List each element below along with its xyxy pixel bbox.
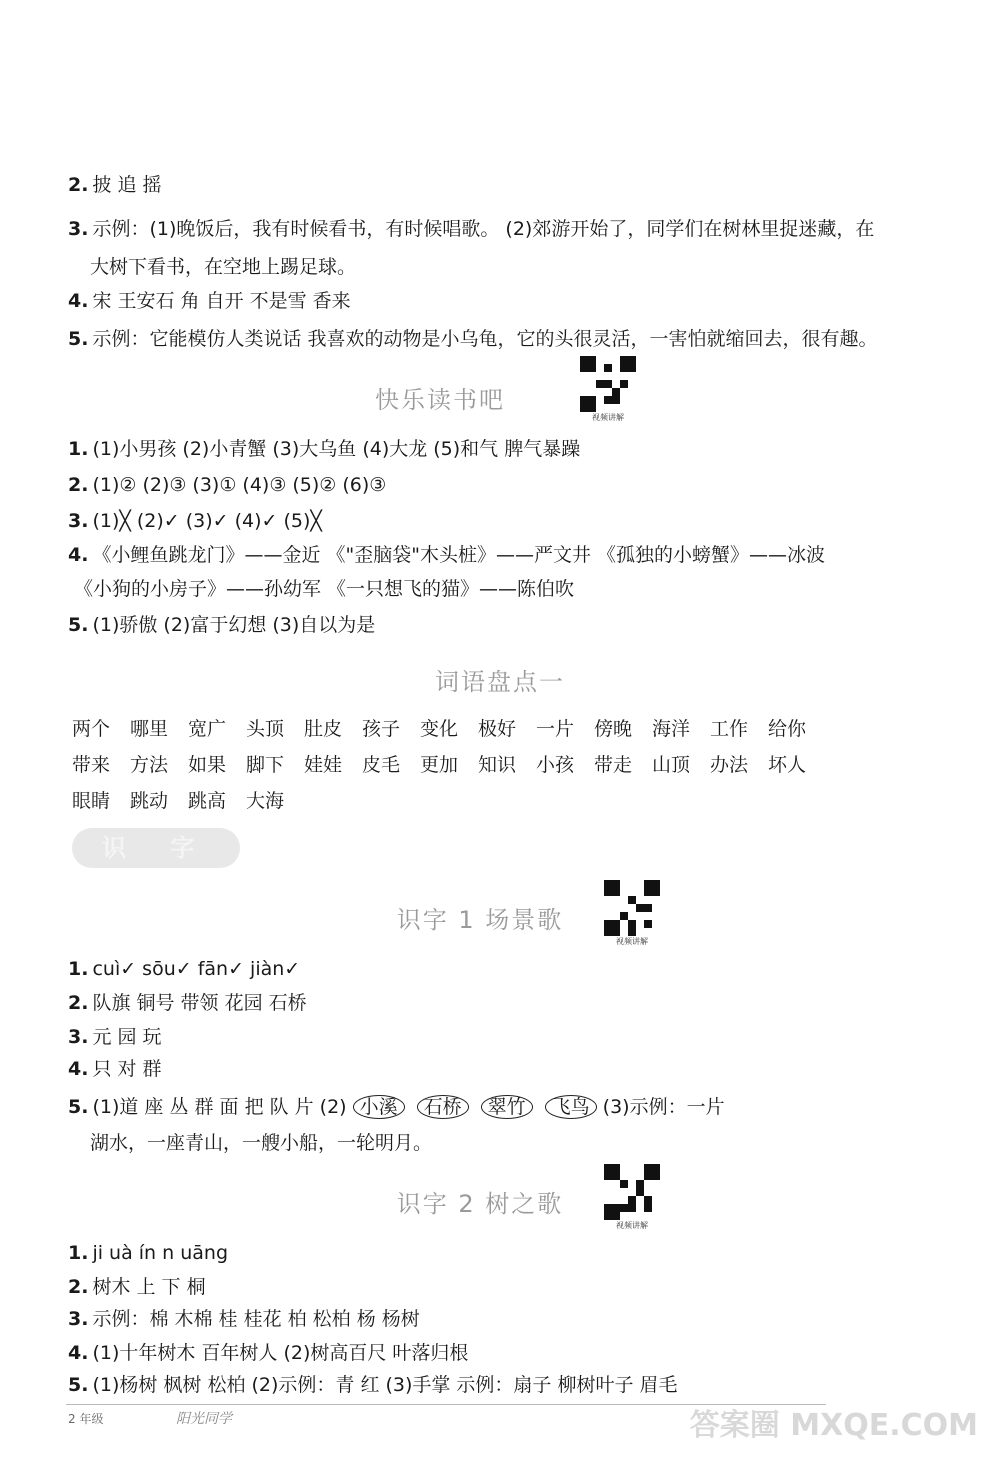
qr-code[interactable] — [580, 356, 636, 423]
watermark: 答案圈 MXQE.COM — [689, 1408, 978, 1443]
answer-text: 《小鲤鱼跳龙门》——金近 《"歪脑袋"木头桩》——严文井 《孤独的小螃蟹》——冰波 — [92, 544, 826, 566]
question-number: 1. — [68, 958, 89, 980]
question-number: 4. — [68, 290, 89, 312]
question-number: 3. — [68, 1026, 89, 1048]
section-title: 识字 1 场景歌 — [396, 906, 564, 934]
answer-line — [68, 472, 386, 498]
question-number: 3. — [68, 1308, 89, 1330]
answer-line — [68, 1372, 678, 1398]
vocab-word: 宽广 — [188, 718, 227, 740]
answer-text: ji uà ín n uāng — [92, 1242, 229, 1264]
answer-text: 示例：(1)晚饭后，我有时候看书，有时候唱歌。 (2)郊游开始了，同学们在树林里捉迷藏，在 — [92, 218, 875, 240]
question-number: 4. — [68, 1058, 89, 1080]
answer-text: 宋 王安石 角 自开 不是雪 香来 — [92, 290, 351, 312]
question-number: 3. — [68, 510, 89, 532]
answer-continuation: 湖水，一座青山，一艘小船，一轮明月。 — [90, 1132, 433, 1154]
question-number: 4. — [68, 544, 89, 566]
answer-text: (1)╳ (2)✓ (3)✓ (4)✓ (5)╳ — [92, 510, 322, 532]
answer-line — [68, 288, 351, 314]
question-number: 1. — [68, 438, 89, 460]
circled-word: 翠竹 — [481, 1095, 533, 1119]
answer-continuation: 《小狗的小房子》——孙幼军 《一只想飞的猫》——陈伯吹 — [74, 578, 575, 600]
word-row — [72, 716, 826, 742]
vocab-word: 头顶 — [246, 718, 285, 740]
answer-text: 树木 上 下 桐 — [92, 1276, 206, 1298]
vocab-word: 脚下 — [246, 754, 285, 776]
answer-line — [68, 990, 307, 1016]
answer-text: 元 园 玩 — [92, 1026, 162, 1048]
answer-line — [68, 1024, 162, 1050]
vocab-word: 如果 — [188, 754, 227, 776]
answer-line — [68, 216, 874, 242]
word-row — [72, 788, 304, 814]
vocab-word: 跳高 — [188, 790, 227, 812]
answer-line — [68, 172, 162, 198]
qr-code[interactable] — [604, 1164, 660, 1231]
vocab-word: 傍晚 — [594, 718, 633, 740]
vocab-word: 眼睛 — [72, 790, 111, 812]
vocab-word: 给你 — [768, 718, 807, 740]
vocab-word: 一片 — [536, 718, 575, 740]
answer-text: 披 追 摇 — [92, 174, 162, 196]
answer-text: (1)② (2)③ (3)① (4)③ (5)② (6)③ — [92, 474, 387, 496]
answer-line — [68, 508, 322, 534]
question-number: 1. — [68, 1242, 89, 1264]
question-number: 5. — [68, 1096, 89, 1118]
qr-code-icon — [604, 1164, 660, 1220]
vocab-word: 海洋 — [652, 718, 691, 740]
answer-line — [68, 1340, 468, 1366]
qr-code[interactable] — [604, 880, 660, 947]
answer-text: (1)道 座 丛 群 面 把 队 片 (2) — [92, 1096, 347, 1118]
vocab-word: 大海 — [246, 790, 285, 812]
answer-text: cuì✓ sōu✓ fān✓ jiàn✓ — [92, 958, 301, 980]
answer-text: 示例：棉 木棉 桂 桂花 柏 松柏 杨 杨树 — [92, 1308, 420, 1330]
answer-text: (1)杨树 枫树 松柏 (2)示例：青 红 (3)手掌 示例：扇子 柳树叶子 眉毛 — [92, 1374, 678, 1396]
answer-text: 队旗 铜号 带领 花园 石桥 — [92, 992, 307, 1014]
vocab-word: 坏人 — [768, 754, 807, 776]
answer-text: (1)十年树木 百年树人 (2)树高百尺 叶落归根 — [92, 1342, 469, 1364]
vocab-word: 皮毛 — [362, 754, 401, 776]
word-row — [72, 752, 826, 778]
qr-caption: 视频讲解 — [592, 413, 624, 422]
qr-caption: 视频讲解 — [616, 1221, 648, 1230]
section-title: 词语盘点一 — [435, 668, 565, 696]
vocab-word: 方法 — [130, 754, 169, 776]
vocab-word: 极好 — [478, 718, 517, 740]
answer-line — [68, 326, 878, 352]
vocab-word: 娃娃 — [304, 754, 343, 776]
answer-line — [68, 1306, 420, 1332]
answer-line — [68, 612, 375, 638]
question-number: 4. — [68, 1342, 89, 1364]
vocab-word: 肚皮 — [304, 718, 343, 740]
unit-banner: 识 字 — [72, 828, 240, 868]
answer-line — [68, 1240, 228, 1266]
question-number: 2. — [68, 1276, 89, 1298]
vocab-word: 带走 — [594, 754, 633, 776]
answer-continuation: 大树下看书，在空地上踢足球。 — [90, 256, 357, 278]
vocab-word: 跳动 — [130, 790, 169, 812]
circled-word: 飞鸟 — [545, 1095, 597, 1119]
vocab-word: 更加 — [420, 754, 459, 776]
vocab-word: 知识 — [478, 754, 517, 776]
qr-code-icon — [604, 880, 660, 936]
circled-word: 石桥 — [417, 1095, 469, 1119]
answer-text: (1)小男孩 (2)小青蟹 (3)大乌鱼 (4)大龙 (5)和气 脾气暴躁 — [92, 438, 581, 460]
question-number: 5. — [68, 614, 89, 636]
vocab-word: 工作 — [710, 718, 749, 740]
vocab-word: 孩子 — [362, 718, 401, 740]
question-number: 3. — [68, 218, 89, 240]
answer-text: (3)示例：一片 — [602, 1096, 725, 1118]
section-title: 识字 2 树之歌 — [396, 1190, 564, 1218]
vocab-word: 哪里 — [130, 718, 169, 740]
grade-label: 2 年级 — [68, 1412, 104, 1426]
publisher-logo: 阳光同学 — [176, 1411, 232, 1427]
question-number: 2. — [68, 992, 89, 1014]
question-number: 5. — [68, 1374, 89, 1396]
circled-word: 小溪 — [353, 1095, 405, 1119]
qr-caption: 视频讲解 — [616, 937, 648, 946]
answer-line — [68, 1094, 725, 1120]
vocab-word: 带来 — [72, 754, 111, 776]
question-number: 2. — [68, 474, 89, 496]
answer-text: 只 对 群 — [92, 1058, 162, 1080]
qr-code-icon — [580, 356, 636, 412]
answer-text: 示例：它能模仿人类说话 我喜欢的动物是小乌龟，它的头很灵活，一害怕就缩回去，很有趣。 — [92, 328, 878, 350]
vocab-word: 两个 — [72, 718, 111, 740]
question-number: 5. — [68, 328, 89, 350]
answer-line — [68, 542, 825, 568]
vocab-word: 办法 — [710, 754, 749, 776]
answer-line — [68, 956, 300, 982]
vocab-word: 变化 — [420, 718, 459, 740]
section-title: 快乐读书吧 — [375, 386, 505, 414]
answer-line — [68, 436, 580, 462]
answer-line — [68, 1056, 162, 1082]
vocab-word: 小孩 — [536, 754, 575, 776]
answer-line — [68, 1274, 206, 1300]
answer-text: (1)骄傲 (2)富于幻想 (3)自以为是 — [92, 614, 376, 636]
vocab-word: 山顶 — [652, 754, 691, 776]
question-number: 2. — [68, 174, 89, 196]
